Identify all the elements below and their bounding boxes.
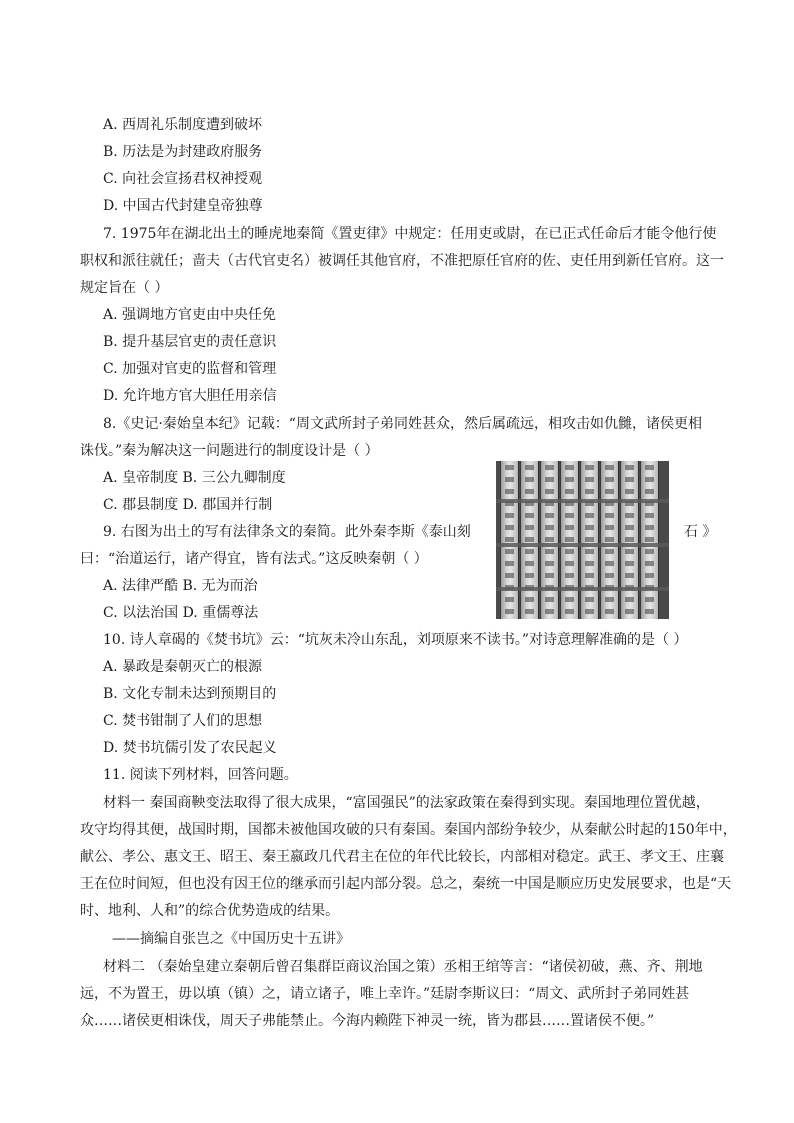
q8-stem-line-2: 诛伐。”秦为解决这一问题进行的制度设计是（ ） [80, 443, 379, 459]
q8-options-row-2: C. 郡县制度 D. 郡国并行制 [103, 497, 273, 513]
q8-options-row-1: A. 皇帝制度 B. 三公九卿制度 [103, 470, 286, 486]
qin-bamboo-slips-photo [496, 461, 669, 619]
material-1-line-1: 材料一 秦国商鞅变法取得了很大成果，“富国强民”的法家政策在秦得到实现。秦国地理位置优越， [103, 795, 710, 811]
material-1-line-5: 时、地利、人和”的综合优势造成的结果。 [80, 903, 340, 919]
material-1-line-4: 王在位时间短，但也没有因王位的继承而引起内部分裂。总之，秦统一中国是顺应历史发展要求，也是“天 [80, 876, 732, 892]
q6-option-b: B. 历法是为封建政府服务 [103, 144, 263, 160]
q10-option-c: C. 焚书钳制了人们的思想 [103, 713, 263, 729]
q8-stem-line-1: 8.《史记·秦始皇本纪》记载：“周文武所封子弟同姓甚众，然后属疏远，相攻击如仇雠，诸侯更相 [103, 416, 702, 432]
q7-option-d: D. 允许地方官大胆任用亲信 [103, 388, 277, 404]
q9-stem-line-1: 9. 右图为出土的写有法律条文的秦简。此外秦李斯《泰山刻 [103, 524, 471, 540]
q9-options-row-1: A. 法律严酷 B. 无为而治 [103, 578, 258, 594]
material-1-source: ——摘编自张岂之《中国历史十五讲》 [112, 931, 350, 947]
material-1-line-2: 攻守均得其便，战国时期，国都未被他国攻破的只有秦国。秦国内部纷争较少，从秦献公时起的150年中， [80, 822, 737, 838]
q11-intro: 11. 阅读下列材料，回答问题。 [103, 767, 298, 783]
q9-stem-line-2: 曰：“治道运行，诸产得宜，皆有法式。”这反映秦朝（ ） [80, 551, 428, 567]
q7-option-c: C. 加强对官吏的监督和管理 [103, 361, 277, 377]
q7-stem-line-3: 规定旨在（ ） [80, 280, 169, 296]
q9-options-row-2: C. 以法治国 D. 重儒尊法 [103, 605, 259, 621]
q10-option-a: A. 暴政是秦朝灭亡的根源 [103, 659, 263, 675]
q10-option-b: B. 文化专制未达到预期目的 [103, 686, 277, 702]
q6-option-a: A. 西周礼乐制度遭到破坏 [103, 117, 263, 133]
q6-option-d: D. 中国古代封建皇帝独尊 [103, 198, 263, 214]
material-2-line-2: 远，不为置王，毋以填（镇）之，请立诸子，唯上幸许。”廷尉李斯议曰：“周文、武所封子弟同姓甚 [80, 986, 690, 1002]
q7-stem-line-2: 职权和派往就任；啬夫（古代官吏名）被调任其他官府，不准把原任官府的佐、吏任用到新任官府。这一 [80, 253, 724, 269]
q7-option-b: B. 提升基层官吏的责任意识 [103, 334, 277, 350]
q10-stem: 10. 诗人章碣的《焚书坑》云：“坑灰未冷山东乱，刘项原来不读书。”对诗意理解准确的是（ ） [103, 632, 688, 648]
q6-option-c: C. 向社会宣扬君权神授观 [103, 171, 263, 187]
material-1-line-3: 献公、孝公、惠文王、昭王、秦王嬴政几代君主在位的年代比较长，内部相对稳定。武王、孝文王、庄襄 [80, 849, 724, 865]
material-2-line-1: 材料二 （秦始皇建立秦朝后曾召集群臣商议治国之策）丞相王绾等言：“诸侯初破，燕、齐、荆地 [103, 959, 703, 975]
q10-option-d: D. 焚书坑儒引发了农民起义 [103, 740, 277, 756]
material-2-line-3: 众……诸侯更相诛伐，周天子弗能禁止。今海内赖陛下神灵一统，皆为郡县……置诸侯不便。” [80, 1013, 655, 1029]
q7-option-a: A. 强调地方官吏由中央任免 [103, 307, 277, 323]
q9-stem-line-1-tail: 石 》 [684, 524, 717, 540]
q7-stem-line-1: 7. 1975年在湖北出土的睡虎地秦简《置吏律》中规定：任用吏或尉，在已正式任命后才能令他行使 [103, 226, 717, 242]
